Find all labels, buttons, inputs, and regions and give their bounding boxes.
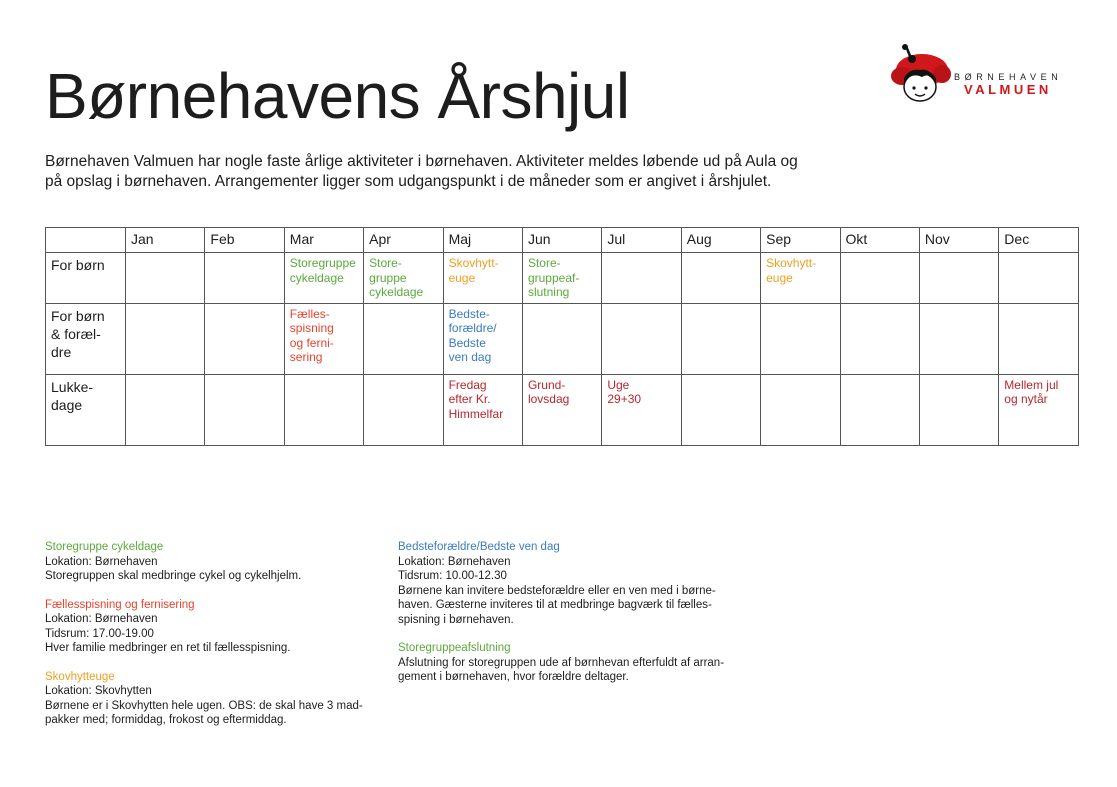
- legend-title: Storegruppe cykeldage: [45, 541, 164, 553]
- cell-apr: [364, 303, 443, 374]
- legend-line: Lokation: Børnehaven: [45, 555, 158, 568]
- legend-line: Hver familie medbringer en ret til fællesspisning.: [45, 642, 291, 654]
- cell-jun: [522, 374, 601, 445]
- cell-nov: [919, 303, 998, 374]
- cell-dec: [999, 303, 1078, 374]
- month-header-maj: Maj: [443, 228, 522, 253]
- event-text: efter Kr.: [448, 392, 491, 406]
- cell-maj: [443, 374, 522, 445]
- event-text: slutning: [527, 285, 570, 299]
- event-text: Grund-: [527, 377, 566, 392]
- cell-sep: [761, 374, 840, 445]
- row-label-line: dre: [51, 343, 72, 360]
- row-label-line: & foræl-: [51, 325, 101, 342]
- event-text: gruppeaf-: [527, 270, 580, 285]
- table-row: [46, 303, 1079, 374]
- legend-line: Lokation: Børnehaven: [45, 613, 158, 625]
- cell-apr: [364, 374, 443, 445]
- logo-top-text: BØRNEHAVEN: [954, 72, 1063, 82]
- table-header-row: [46, 228, 1079, 253]
- cell-mar: [284, 374, 363, 445]
- month-header-apr: Apr: [364, 228, 443, 253]
- legend-line: Børnene er i Skovhytten hele ugen. OBS: de skal have 3 mad-: [45, 699, 363, 712]
- intro-line-1: Børnehaven Valmuen har nogle faste årlige aktiviteter i børnehaven. Aktiviteter meldes løbende ud på Aula og: [45, 153, 798, 170]
- event-text: cykeldage: [289, 270, 344, 285]
- legend-line: Tidsrum: 17.00-19.00: [45, 627, 154, 640]
- cell-jan: [126, 253, 205, 304]
- row-label-line: For børn: [51, 307, 105, 324]
- cell-aug: [681, 253, 760, 304]
- event-text: gruppe: [369, 270, 407, 285]
- cell-maj: [443, 303, 522, 374]
- event-text: og ferni-: [289, 335, 334, 350]
- event-text: Storegruppe: [289, 256, 356, 270]
- month-header-okt: Okt: [840, 228, 919, 253]
- intro-text: [45, 152, 845, 192]
- cell-sep: [761, 253, 840, 304]
- legend-block-f-llesspisning-og-fernisering: [45, 598, 385, 656]
- legend-line: Storegruppen skal medbringe cykel og cykelhjelm.: [45, 570, 302, 582]
- row-label-line: Lukke-: [51, 378, 94, 395]
- cell-aug: [681, 374, 760, 445]
- legend-line: gement i børnehaven, hvor forældre deltager.: [398, 671, 629, 683]
- cell-sep: [761, 303, 840, 374]
- corner-cell: [46, 228, 126, 253]
- event-text: Fredag: [448, 377, 487, 392]
- event-text: Bedste: [448, 335, 486, 350]
- month-header-nov: Nov: [919, 228, 998, 253]
- month-header-feb: Feb: [205, 228, 284, 253]
- cell-jun: [522, 253, 601, 304]
- event-text: Fælles-: [289, 306, 330, 321]
- event-text: 29+30: [607, 392, 642, 406]
- month-header-mar: Mar: [284, 228, 363, 253]
- cell-dec: [999, 253, 1078, 304]
- table-row: [46, 253, 1079, 304]
- cell-mar: [284, 303, 363, 374]
- row-label: [46, 303, 126, 374]
- cell-feb: [205, 303, 284, 374]
- cell-feb: [205, 253, 284, 304]
- legend-title: Bedsteforældre/Bedste ven dag: [398, 541, 560, 553]
- cell-jul: [602, 303, 681, 374]
- cell-dec: [999, 374, 1078, 445]
- legend-title: Skovhytteuge: [45, 670, 115, 683]
- event-text: cykeldage: [369, 285, 424, 299]
- row-label: [46, 374, 126, 445]
- legend-line: Børnene kan invitere bedsteforældre eller en ven med i børne-: [398, 584, 716, 597]
- page-title: Børnehavens Årshjul: [45, 60, 630, 132]
- row-label: [46, 253, 126, 304]
- cell-jan: [126, 303, 205, 374]
- cell-nov: [919, 374, 998, 445]
- month-header-sep: Sep: [761, 228, 840, 253]
- legend-line: Tidsrum: 10.00-12.30: [398, 570, 507, 582]
- event-text: lovsdag: [527, 392, 570, 406]
- cell-okt: [840, 374, 919, 445]
- event-text: euge: [448, 270, 476, 285]
- legend-line: spisning i børnehaven.: [398, 613, 514, 626]
- event-text: ven dag: [448, 350, 492, 364]
- cell-mar: [284, 253, 363, 304]
- cell-aug: [681, 303, 760, 374]
- cell-nov: [919, 253, 998, 304]
- row-label-line: For børn: [51, 257, 105, 273]
- event-text: Himmelfar: [448, 406, 504, 421]
- row-label-line: dage: [51, 396, 83, 413]
- year-wheel-table: [45, 227, 1079, 446]
- event-text: forældre/: [448, 321, 497, 335]
- legend-line: Afslutning for storegruppen ude af børnhevan efterfuldt af arran-: [398, 656, 725, 669]
- cell-okt: [840, 253, 919, 304]
- table-row: [46, 374, 1079, 445]
- event-text: Skovhytt-: [448, 256, 499, 270]
- poppy-girl-logo-icon: [888, 44, 954, 106]
- legend-block-skovhytteuge: [45, 670, 385, 728]
- month-header-jun: Jun: [522, 228, 601, 253]
- cell-apr: [364, 253, 443, 304]
- logo-bottom-text: VALMUEN: [964, 82, 1052, 97]
- event-text: sering: [289, 350, 323, 364]
- cell-feb: [205, 374, 284, 445]
- event-text: spisning: [289, 321, 334, 335]
- cell-okt: [840, 303, 919, 374]
- legend-title: Storegruppeafslutning: [398, 642, 511, 654]
- cell-maj: [443, 253, 522, 304]
- event-text: Skovhytt-: [766, 256, 817, 270]
- month-header-dec: Dec: [999, 228, 1078, 253]
- legend-line: pakker med; formiddag, frokost og eftermiddag.: [45, 714, 287, 726]
- month-header-jul: Jul: [602, 228, 681, 253]
- event-text: Uge: [607, 377, 630, 392]
- event-text: Bedste-: [448, 306, 490, 321]
- cell-jan: [126, 374, 205, 445]
- legend-line: haven. Gæsterne inviteres til at medbringe bagværk til fælles-: [398, 599, 712, 611]
- event-text: og nytår: [1004, 392, 1048, 406]
- cell-jul: [602, 374, 681, 445]
- month-header-jan: Jan: [126, 228, 205, 253]
- legend-left: [45, 540, 385, 742]
- legend-right: [398, 540, 738, 699]
- event-text: euge: [766, 270, 793, 285]
- event-text: Store-: [527, 256, 561, 270]
- legend-line: Lokation: Børnehaven: [398, 555, 511, 568]
- legend-block-bedstefor-ldre-bedste-ven-dag: [398, 540, 738, 627]
- intro-line-2: på opslag i børnehaven. Arrangementer ligger som udgangspunkt i de måneder som er angivet i årshjulet.: [45, 173, 772, 190]
- event-text: Mellem jul: [1004, 377, 1059, 392]
- event-text: Store-: [369, 256, 402, 270]
- legend-block-storegruppeafslutning: [398, 641, 738, 685]
- cell-jun: [522, 303, 601, 374]
- legend-title: Fællesspisning og fernisering: [45, 598, 195, 611]
- legend-line: Lokation: Skovhytten: [45, 685, 152, 697]
- logo: [888, 44, 1078, 108]
- month-header-aug: Aug: [681, 228, 760, 253]
- cell-jul: [602, 253, 681, 304]
- legend-block-storegruppe-cykeldage: [45, 540, 385, 584]
